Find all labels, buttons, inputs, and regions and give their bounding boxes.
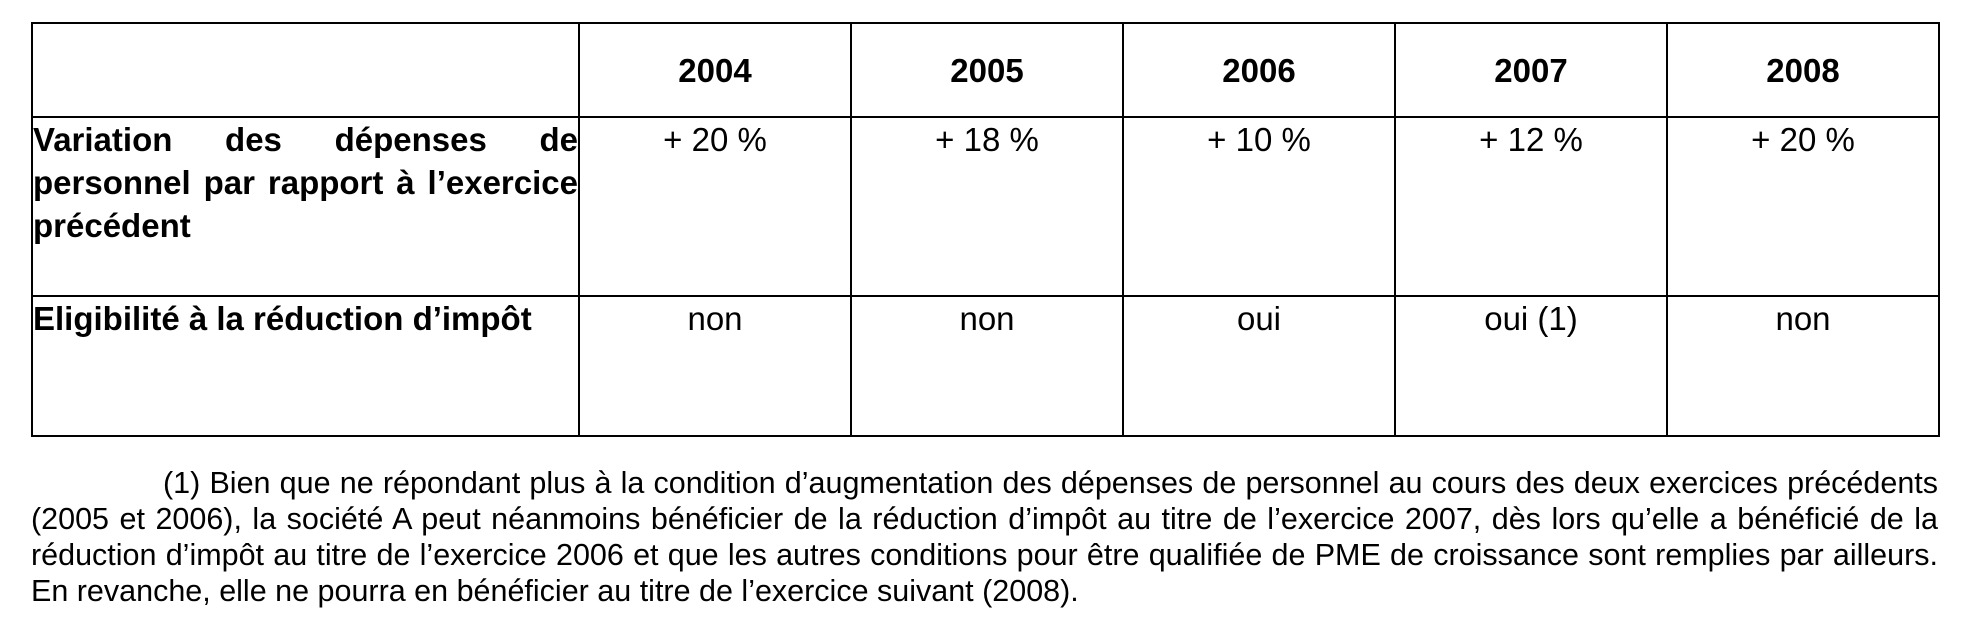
header-year-2005: 2005 [851,23,1123,117]
cell-variation-2006: + 10 % [1123,117,1395,296]
cell-eligibility-2006: oui [1123,296,1395,436]
cell-eligibility-2008: non [1667,296,1939,436]
row-label-personnel-variation: Variation des dépenses de personnel par rapport à l’exercice précédent [32,117,579,296]
header-corner-cell [32,23,579,117]
cell-variation-2008: + 20 % [1667,117,1939,296]
cell-variation-2007: + 12 % [1395,117,1667,296]
row-label-eligibility: Eligibilité à la réduction d’impôt [32,296,579,436]
header-year-2004: 2004 [579,23,851,117]
eligibility-table [31,22,1940,437]
footnote-text: (1) Bien que ne répondant plus à la condition d’augmentation des dépenses de personnel au cours des deux exercices précédents (2005 et 2006), la société A peut néanmoins bénéficier de la réduction d’impôt au titre de l’exercice 2007, dès lors qu’elle a bénéficié de la réduction d’impôt au titre de l’exercice 2006 et que les autres conditions pour être qualifiée de PME de croissance sont remplies par ailleurs. En revanche, elle ne pourra en bénéficier au titre de l’exercice suivant (2008). [31,466,1938,608]
header-year-2007: 2007 [1395,23,1667,117]
table-row-personnel-variation [32,117,1939,296]
cell-eligibility-2007: oui (1) [1395,296,1667,436]
header-year-2006: 2006 [1123,23,1395,117]
cell-variation-2004: + 20 % [579,117,851,296]
cell-variation-2005: + 18 % [851,117,1123,296]
cell-eligibility-2005: non [851,296,1123,436]
table-row-eligibility [32,296,1939,436]
cell-eligibility-2004: non [579,296,851,436]
table-header-row [32,23,1939,117]
header-year-2008: 2008 [1667,23,1939,117]
